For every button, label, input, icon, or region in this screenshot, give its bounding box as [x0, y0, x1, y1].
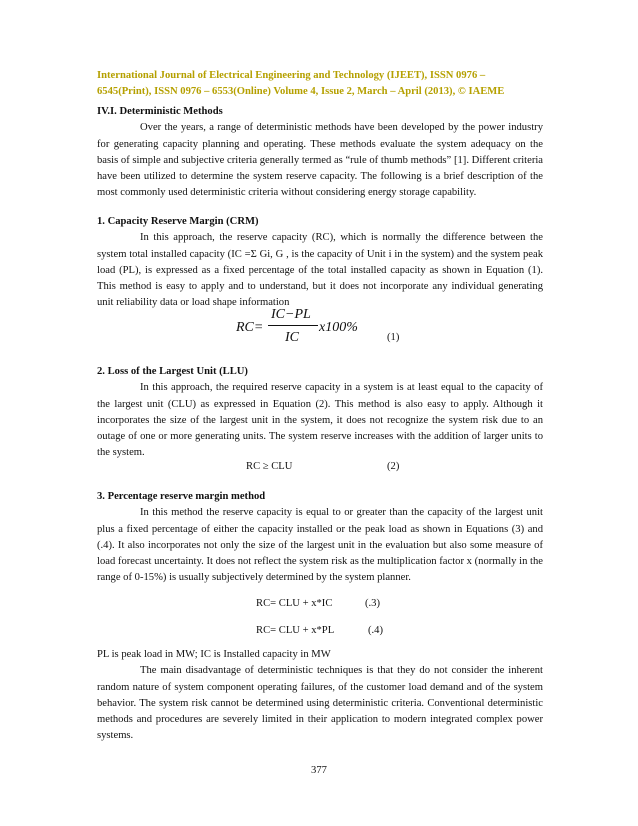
eq1-label: (1): [387, 332, 400, 343]
journal-header-line2: 6545(Print), ISSN 0976 – 6553(Online) Volume 4, Issue 2, March – April (2013), © IAEME: [97, 86, 505, 97]
closing-definitions: PL is peak load in MW; IC is Installed capacity in MW: [97, 649, 331, 660]
llu-heading: 2. Loss of the Largest Unit (LLU): [97, 366, 248, 377]
section-llu: [97, 364, 543, 462]
eq1-numerator: IC−PL: [271, 307, 311, 322]
section-paragraph: Over the years, a range of deterministic methods have been developed by the power industry for generating capacity planning and operating. These methods evaluate the system adequacy on the basis of simple and subjective criteria generally termed as “rule of thumb methods” [1]. Different criteria have been utilized to determine the system reserve capacity. The following is a brief description of the most commonly used deterministic criteria without considering energy storage capability.: [97, 122, 543, 199]
section-heading: IV.I. Deterministic Methods: [97, 106, 223, 117]
section-closing: [97, 647, 543, 745]
section-deterministic: [97, 104, 543, 202]
crm-paragraph: In this approach, the reserve capacity (RC), which is normally the difference between the system total installed capacity (IC =Σ Gi, G , is the capacity of Unit i in the system) and the system peak load (PL), is expressed as a fixed percentage of the total installed capacity as shown in Equation (1). This method is easy to apply and to understand, but it does not incorporate any individual generating unit reliability data or load shape information: [97, 232, 543, 309]
llu-paragraph: In this approach, the required reserve capacity in a system is at least equal to the capacity of the largest unit (CLU) as expressed in Equation (2). This method is also easy to apply. Although it incorporates the size of the largest unit in the system, it does not recognize the system risk due to an outage of one or more generating units. The system reserve increases with the addition of larger units to the system.: [97, 382, 543, 459]
section-prm: [97, 489, 543, 587]
eq1-lhs: RC=: [236, 320, 264, 335]
prm-heading: 3. Percentage reserve margin method: [97, 491, 266, 502]
page-number: 377: [311, 765, 327, 776]
eq1-denominator: IC: [285, 330, 299, 345]
journal-header: [97, 68, 543, 100]
eq1-rhs: x100%: [319, 320, 358, 335]
prm-paragraph: In this method the reserve capacity is equal to or greater than the capacity of the largest unit plus a fixed percentage of either the capacity installed or the peak load as shown in Equations (3) and (.4). It also incorporates not only the size of the largest unit in the evaluation but also some measure of load forecast uncertainty. It does not reflect the system risk as the multiplication factor x (normally in the range of 0-15%) is usually subjectively determined by the system planner.: [97, 507, 543, 584]
closing-paragraph: The main disadvantage of deterministic techniques is that they do not consider the inherent random nature of system component operating failures, of the customer load demand and of the system behavior. The system risk cannot be determined using deterministic criteria. Conventional deterministic methods and procedures are severely limited in their application to modern integrated complex power systems.: [97, 665, 543, 742]
crm-heading: 1. Capacity Reserve Margin (CRM): [97, 216, 259, 227]
journal-header-line1: International Journal of Electrical Engineering and Technology (IJEET), ISSN 0976 –: [97, 70, 486, 81]
eq2-expression: RC ≥ CLU: [246, 461, 293, 472]
eq3-expression: RC= CLU + x*IC: [256, 598, 333, 609]
eq2-label: (2): [387, 461, 400, 472]
eq1-fraction-bar: [268, 325, 318, 326]
eq4-label: (.4): [368, 625, 384, 636]
eq3-label: (.3): [365, 598, 381, 609]
section-crm: [97, 214, 543, 312]
eq4-expression: RC= CLU + x*PL: [256, 625, 335, 636]
